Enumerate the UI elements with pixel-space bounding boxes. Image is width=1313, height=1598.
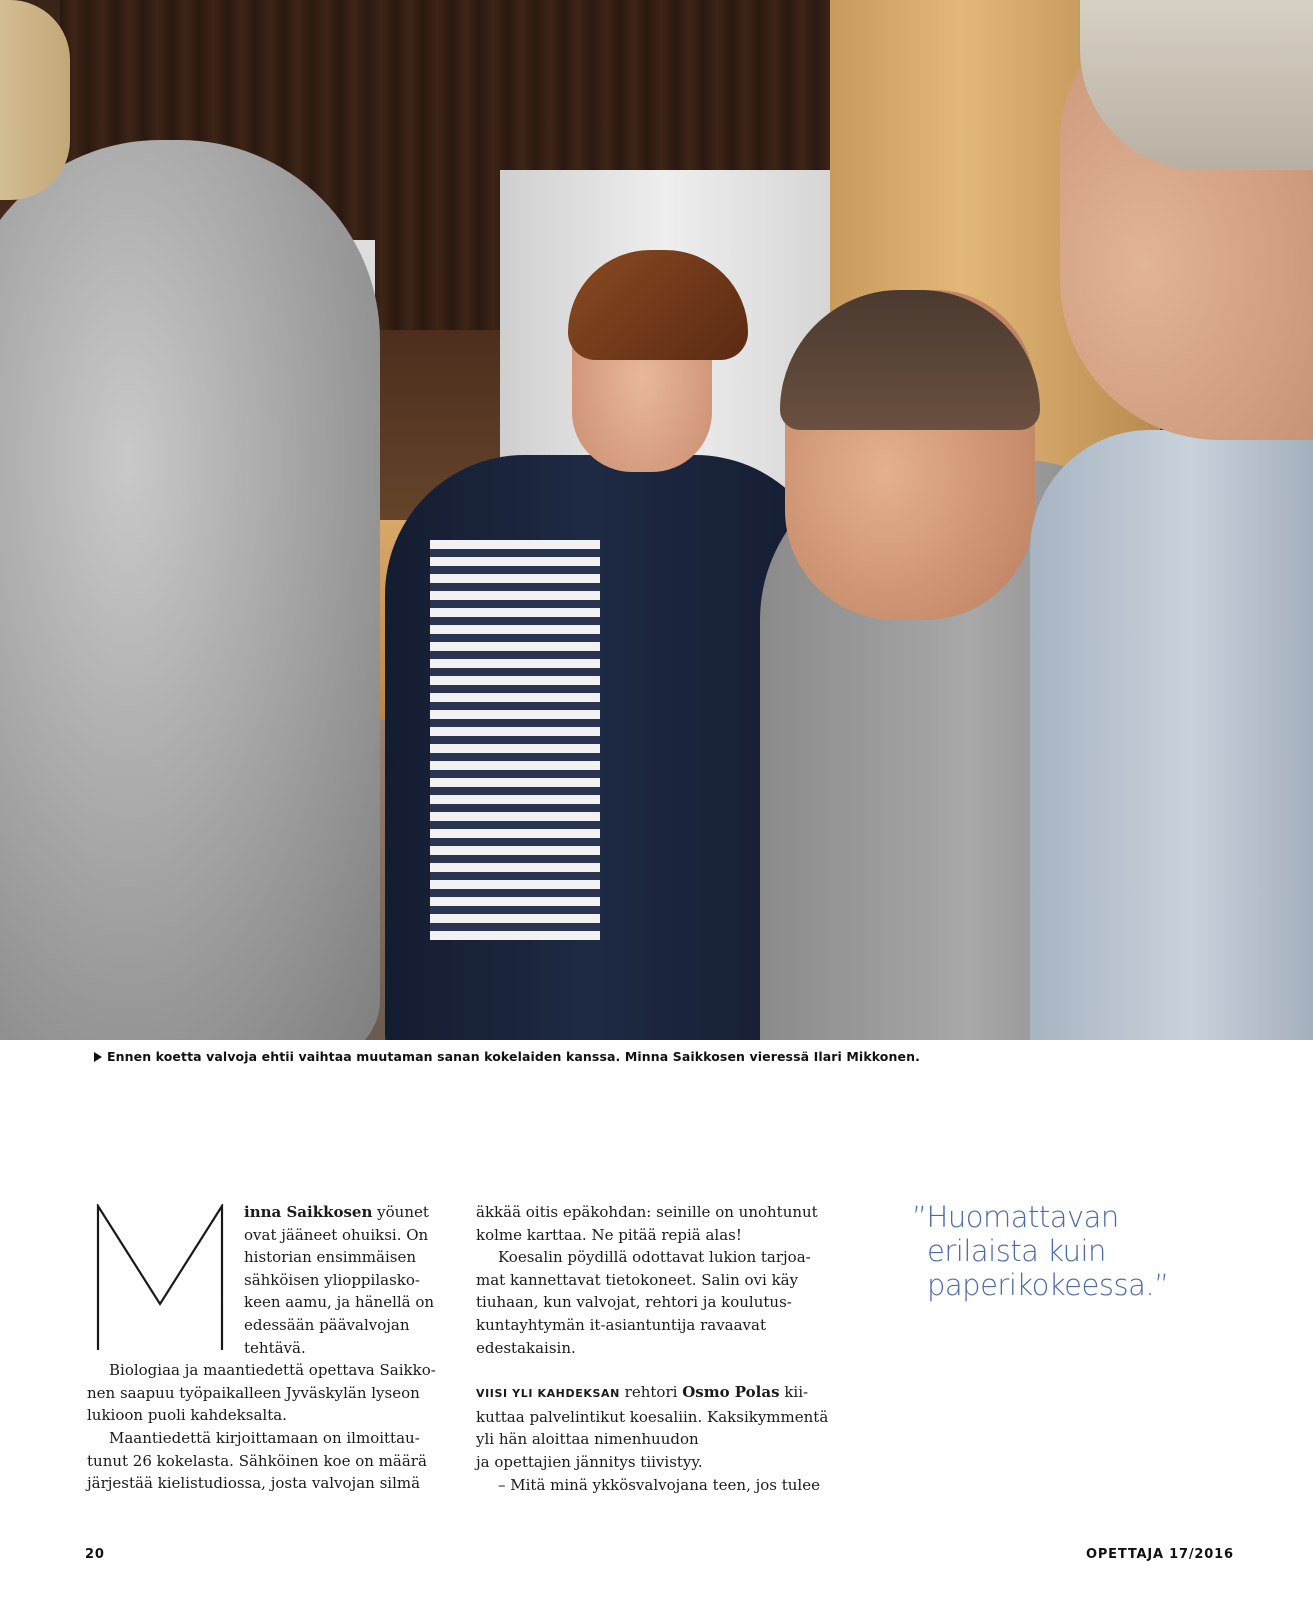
text-line: Koesalin pöydillä odottavat lukion tarjoa- <box>498 1248 811 1267</box>
text-line: edestakaisin. <box>476 1338 576 1357</box>
text-line: – Mitä minä ykkösvalvojana teen, jos tulee <box>498 1475 820 1494</box>
text-line: yli hän aloittaa nimenhuudon <box>476 1430 699 1449</box>
text-line: inna Saikkosen yöunet <box>244 1203 429 1221</box>
text-line: kuntayhtymän it-asiantuntija ravaavat <box>476 1315 767 1334</box>
pull-quote-line: paperikokeessa.” <box>927 1268 1169 1302</box>
pull-quote <box>912 1200 1169 1302</box>
text-line: Maantiedettä kirjoittamaan on ilmoittau- <box>109 1428 420 1447</box>
photo-caption <box>94 1049 920 1064</box>
photo-striped-shirt <box>430 540 600 940</box>
text-line: edessään päävalvojan <box>244 1315 410 1334</box>
text-line: mat kannettavat tietokoneet. Salin ovi käy <box>476 1270 799 1289</box>
text-line: tiuhaan, kun valvojat, rehtori ja koulutus- <box>476 1293 792 1312</box>
article-column-2 <box>476 1201 831 1496</box>
article-column-1 <box>87 1201 442 1495</box>
page-number: 20 <box>85 1547 105 1562</box>
pull-quote-line: erilaista kuin <box>927 1234 1106 1268</box>
photo-student-left <box>0 140 380 1040</box>
text-line: äkkää oitis epäkohdan: seinille on unohtunut <box>476 1203 818 1221</box>
section-lead: VIISI YLI KAHDEKSAN <box>476 1387 620 1401</box>
text-line: historian ensimmäisen <box>244 1248 417 1267</box>
text-line: ovat jääneet ohuiksi. On <box>244 1225 429 1244</box>
photo-student-right <box>1030 430 1313 1040</box>
text-line: kolme karttaa. Ne pitää repiä alas! <box>476 1225 742 1244</box>
text-line: sähköisen ylioppilasko- <box>244 1270 420 1289</box>
text-line: ja opettajien jännitys tiivistyy. <box>476 1452 703 1471</box>
caption-text: Ennen koetta valvoja ehtii vaihtaa muutaman sanan kokelaiden kanssa. Minna Saikkosen vieressä Ilari Mikkonen. <box>107 1049 920 1064</box>
text-line: keen aamu, ja hänellä on <box>244 1293 435 1312</box>
text-line: nen saapuu työpaikalleen Jyväskylän lyseon <box>87 1383 420 1402</box>
text-line: tunut 26 kokelasta. Sähköinen koe on määrä <box>87 1451 427 1470</box>
text-line: Biologiaa ja maantiedettä opettava Saikko- <box>109 1361 436 1380</box>
text-line: VIISI YLI KAHDEKSAN rehtori Osmo Polas kii- <box>476 1383 809 1402</box>
pull-quote-line: ”Huomattavan <box>912 1200 1119 1234</box>
text-line: järjestää kielistudiossa, josta valvojan silmä <box>87 1474 421 1493</box>
text-line: kuttaa palvelintikut koesaliin. Kaksikymmentä <box>476 1407 829 1426</box>
photo-student-left-head <box>0 0 70 200</box>
caption-triangle-icon <box>94 1052 102 1062</box>
text-line: lukioon puoli kahdeksalta. <box>87 1406 287 1425</box>
text-line: tehtävä. <box>244 1338 306 1357</box>
magazine-issue: OPETTAJA 17/2016 <box>1086 1547 1234 1562</box>
